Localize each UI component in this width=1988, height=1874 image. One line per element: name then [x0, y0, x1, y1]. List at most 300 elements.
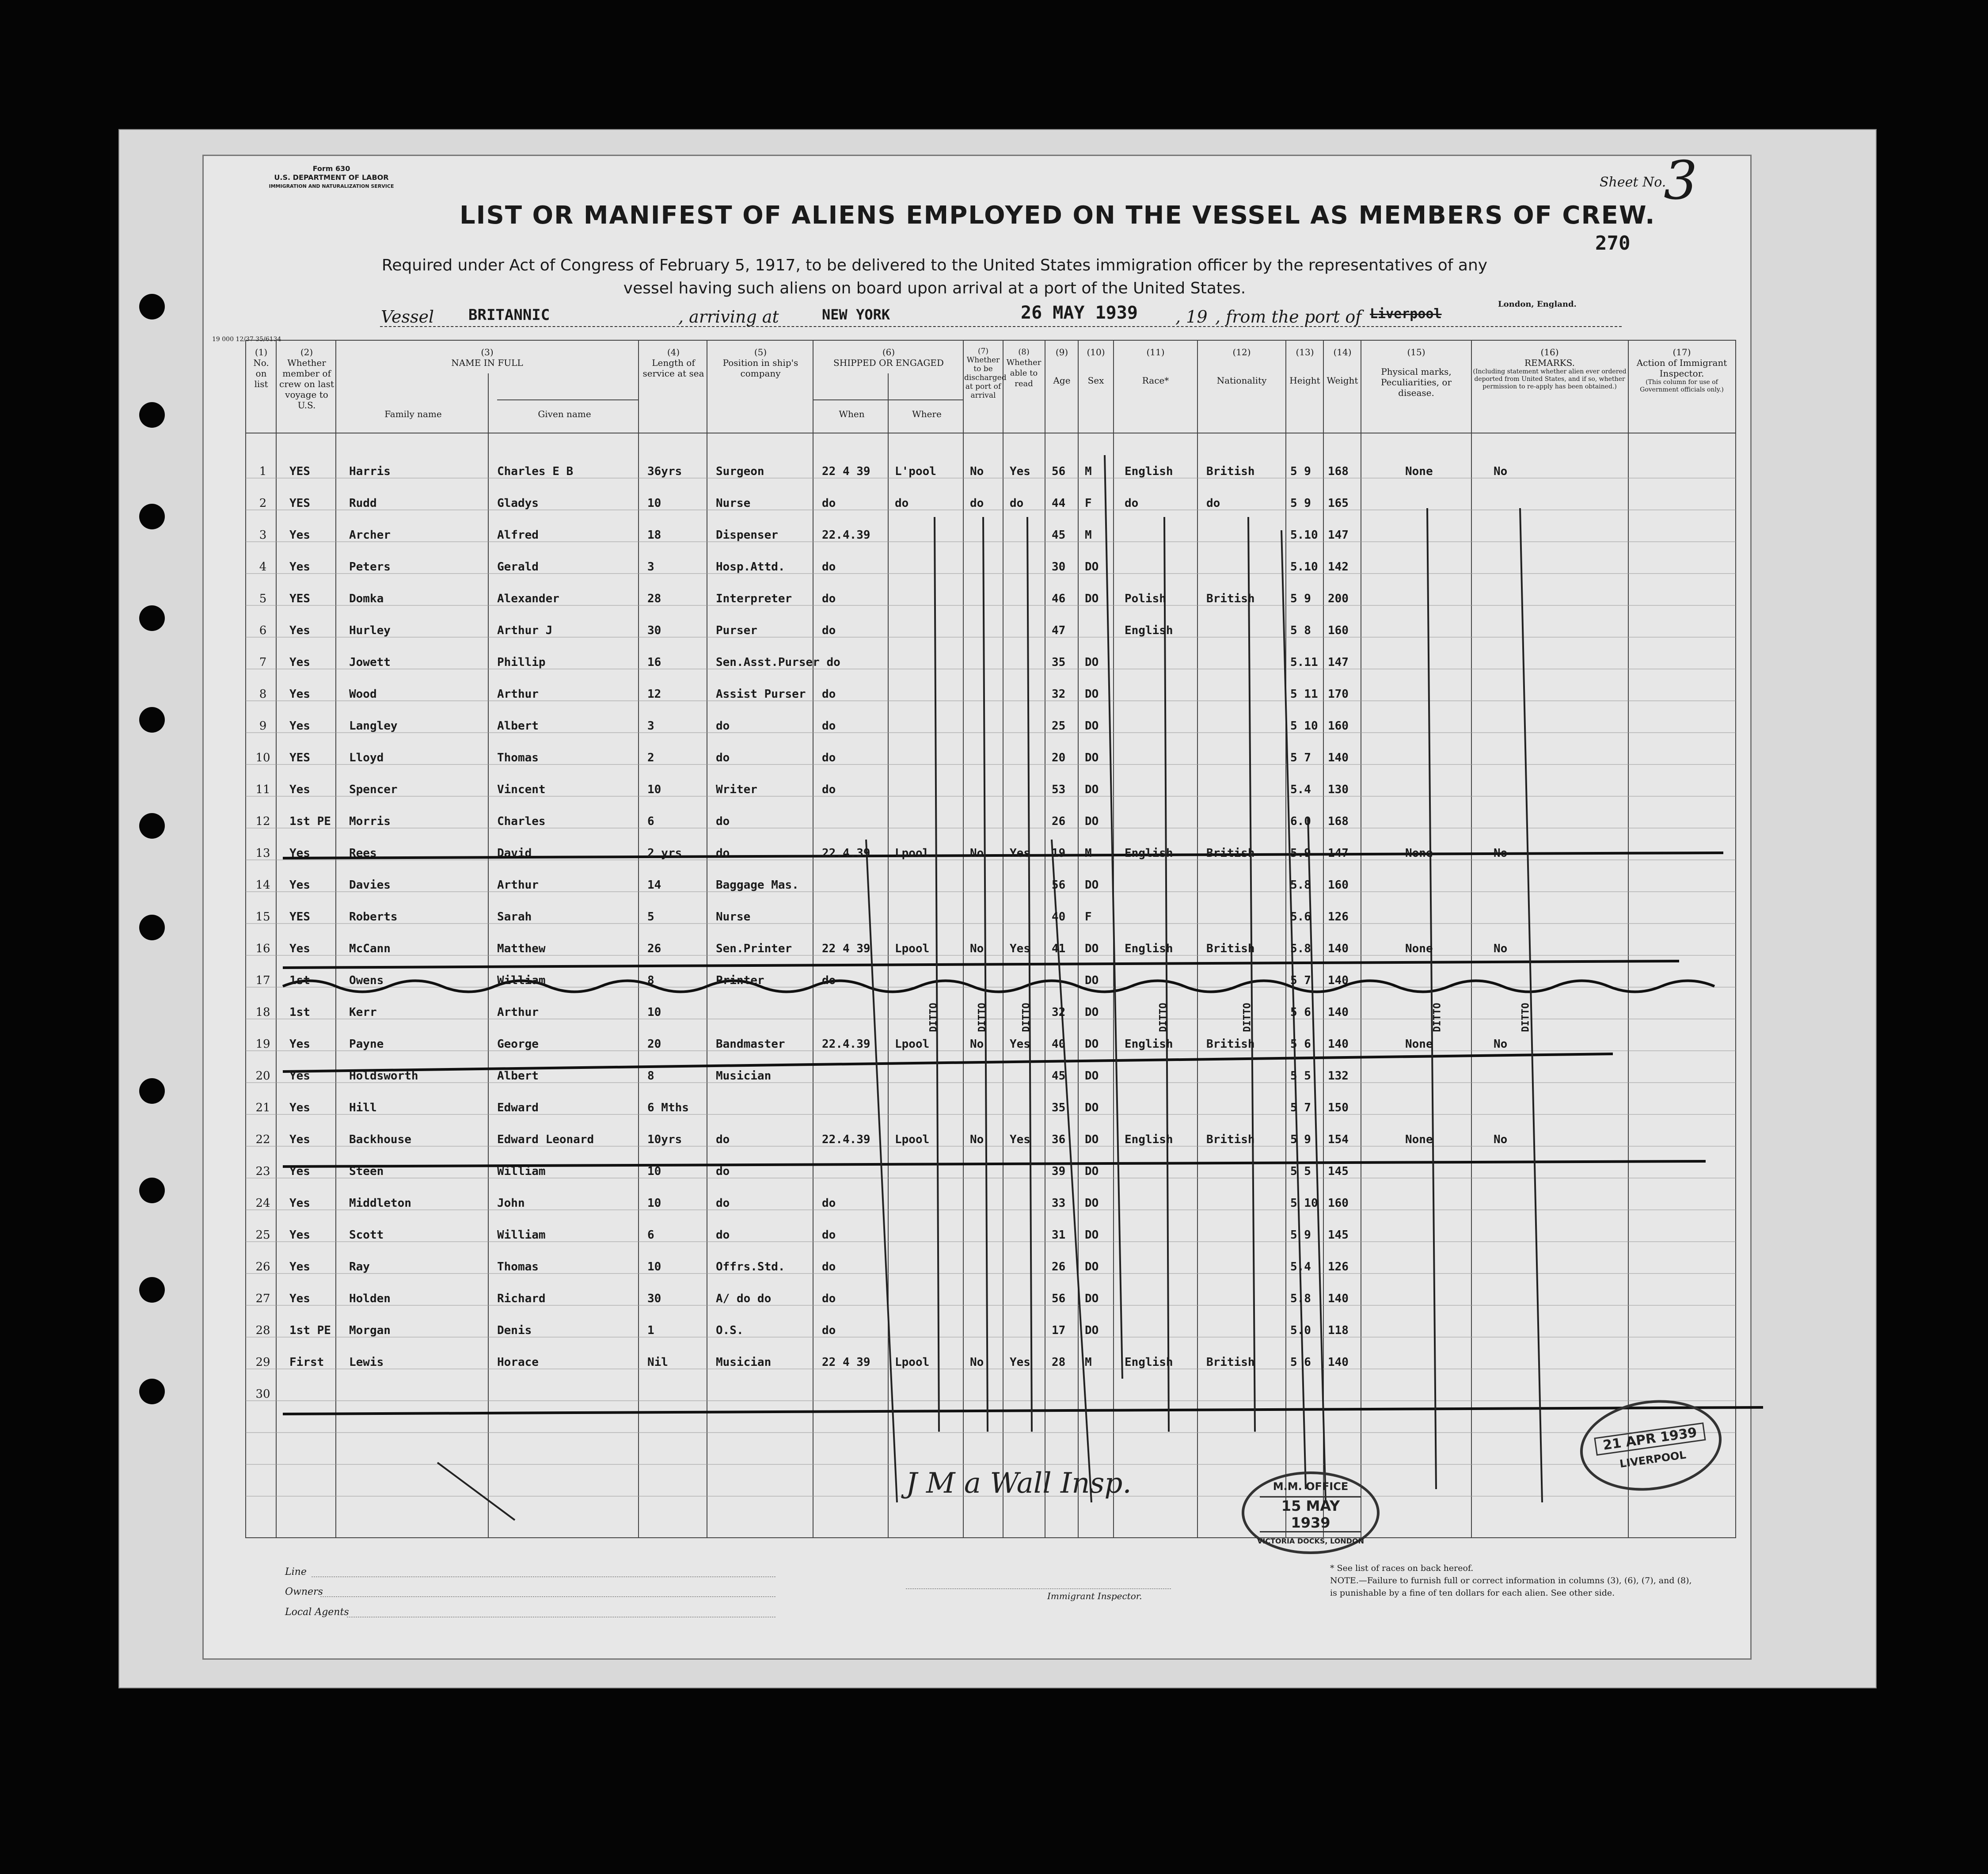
- cell-nationality: British: [1206, 1038, 1255, 1051]
- cell-race: do: [1125, 497, 1139, 510]
- cell-age: 25: [1052, 719, 1066, 733]
- cell-height: 5 7: [1290, 974, 1311, 987]
- cell-shipped-when: do: [822, 1292, 836, 1305]
- ditto-mark: DITTO: [1158, 1003, 1169, 1032]
- cell-given-name: Alexander: [497, 592, 559, 605]
- col-header-given-name: Given name: [538, 409, 591, 419]
- cell-length-of-service: 30: [647, 624, 661, 637]
- cell-shipped-when: do: [822, 624, 836, 637]
- cell-row-number: 12: [255, 815, 270, 828]
- cell-sex: DO: [1085, 592, 1099, 605]
- cell-weight: 165: [1328, 497, 1349, 510]
- cell-family-name: Middleton: [349, 1197, 411, 1210]
- cell-position: Nurse: [716, 910, 751, 924]
- owners-label: Owners: [285, 1586, 323, 1597]
- cell-discharged: do: [970, 497, 984, 510]
- cell-family-name: Davies: [349, 878, 391, 892]
- cell-length-of-service: 5: [647, 910, 654, 924]
- cell-weight: 147: [1328, 528, 1349, 542]
- cell-physical-marks: None: [1405, 1133, 1433, 1146]
- cell-age: 36: [1052, 1133, 1066, 1146]
- cell-weight: 142: [1328, 560, 1349, 574]
- form-number: Form 630: [312, 164, 350, 173]
- cell-weight: 140: [1328, 1006, 1349, 1019]
- cell-given-name: Albert: [497, 719, 539, 733]
- cell-length-of-service: 10: [647, 1006, 661, 1019]
- cell-position: Assist Purser: [716, 688, 806, 701]
- year-label: , 19: [1175, 307, 1208, 327]
- cell-shipped-when: 22.4.39: [822, 1133, 870, 1146]
- cell-family-name: Payne: [349, 1038, 384, 1051]
- cell-age: 28: [1052, 1356, 1066, 1369]
- cell-age: 30: [1052, 560, 1066, 574]
- cell-shipped-when: 22.4.39: [822, 528, 870, 542]
- cell-sex: DO: [1085, 1165, 1099, 1178]
- cell-previous-voyage: Yes: [289, 624, 310, 637]
- col-header-name: NAME IN FULL: [451, 357, 523, 368]
- cell-position: Offrs.Std.: [716, 1260, 785, 1273]
- cell-previous-voyage: Yes: [289, 1165, 310, 1178]
- cell-sex: DO: [1085, 1101, 1099, 1114]
- cell-previous-voyage: 1st: [289, 1006, 310, 1019]
- cell-weight: 140: [1328, 751, 1349, 764]
- cell-physical-marks: None: [1405, 1038, 1433, 1051]
- cell-shipped-when: do: [822, 560, 836, 574]
- cell-height: 5 7: [1290, 1101, 1311, 1114]
- ditto-mark: DITTO: [1520, 1003, 1532, 1032]
- cell-race: English: [1125, 1038, 1173, 1051]
- cell-length-of-service: 28: [647, 592, 661, 605]
- races-note: * See list of races on back hereof.: [1330, 1563, 1474, 1573]
- col-header-inspector-note: (This column for use of Government officials only.): [1640, 379, 1724, 393]
- cell-row-number: 11: [255, 783, 270, 796]
- ditto-mark: DITTO: [1021, 1003, 1032, 1032]
- cell-weight: 140: [1328, 1292, 1349, 1305]
- cell-age: 53: [1052, 783, 1066, 796]
- col-header-weight: Weight: [1327, 375, 1358, 386]
- cell-row-number: 3: [259, 528, 267, 542]
- cell-shipped-when: 22 4 39: [822, 465, 870, 478]
- cell-length-of-service: 18: [647, 528, 661, 542]
- cell-row-number: 4: [259, 560, 267, 574]
- cell-age: 56: [1052, 1292, 1066, 1305]
- cell-height: 5 9: [1290, 1228, 1311, 1242]
- cell-sex: DO: [1085, 1292, 1099, 1305]
- cell-nationality: do: [1206, 497, 1220, 510]
- cell-length-of-service: 10: [647, 1260, 661, 1273]
- cell-position: Printer: [716, 974, 764, 987]
- cell-given-name: Alfred: [497, 528, 539, 542]
- cell-previous-voyage: Yes: [289, 1292, 310, 1305]
- cell-given-name: Arthur: [497, 688, 539, 701]
- cell-shipped-when: do: [822, 1197, 836, 1210]
- cell-sex: DO: [1085, 560, 1099, 574]
- cell-previous-voyage: YES: [289, 465, 310, 478]
- cell-shipped-when: do: [822, 592, 836, 605]
- cell-position: do: [716, 1165, 730, 1178]
- cell-nationality: British: [1206, 465, 1255, 478]
- cell-row-number: 24: [255, 1197, 270, 1210]
- cell-length-of-service: 8: [647, 1069, 654, 1083]
- cell-row-number: 17: [255, 974, 270, 987]
- arrival-date: 26 MAY 1939: [1021, 303, 1138, 323]
- cell-previous-voyage: Yes: [289, 560, 310, 574]
- cell-previous-voyage: Yes: [289, 878, 310, 892]
- cell-position: Bandmaster: [716, 1038, 785, 1051]
- cell-sex: F: [1085, 497, 1092, 510]
- cell-row-number: 7: [259, 656, 267, 669]
- cell-sex: DO: [1085, 1133, 1099, 1146]
- cell-position: do: [716, 1228, 730, 1242]
- vessel-name: BRITANNIC: [468, 306, 550, 324]
- cell-previous-voyage: Yes: [289, 1101, 310, 1114]
- ditto-mark: DITTO: [1432, 1003, 1443, 1032]
- cell-sex: DO: [1085, 815, 1099, 828]
- cell-position: do: [716, 1133, 730, 1146]
- cell-previous-voyage: Yes: [289, 656, 310, 669]
- cell-remarks: No: [1494, 847, 1508, 860]
- cell-given-name: William: [497, 1228, 546, 1242]
- cell-row-number: 9: [259, 719, 267, 733]
- col-header-nationality: Nationality: [1216, 375, 1267, 386]
- col-header-no: No. on list: [253, 357, 269, 389]
- cell-previous-voyage: Yes: [289, 783, 310, 796]
- cell-physical-marks: None: [1405, 942, 1433, 955]
- cell-family-name: Peters: [349, 560, 391, 574]
- cell-age: 56: [1052, 878, 1066, 892]
- cell-sex: M: [1085, 847, 1092, 860]
- col-header-family-name: Family name: [384, 409, 442, 419]
- cell-family-name: Rudd: [349, 497, 377, 510]
- cell-given-name: Gladys: [497, 497, 539, 510]
- print-code: 19 000 12/37 35/6134: [212, 336, 281, 343]
- cell-height: 5 10: [1290, 1197, 1318, 1210]
- cell-height: 5 11: [1290, 688, 1318, 701]
- cell-previous-voyage: YES: [289, 910, 310, 924]
- cell-weight: 147: [1328, 656, 1349, 669]
- cell-height: 5 9: [1290, 1133, 1311, 1146]
- cell-weight: 126: [1328, 1260, 1349, 1273]
- cell-row-number: 16: [255, 942, 270, 955]
- cell-given-name: Albert: [497, 1069, 539, 1083]
- cell-previous-voyage: YES: [289, 592, 310, 605]
- cell-sex: M: [1085, 1356, 1092, 1369]
- cell-given-name: Phillip: [497, 656, 546, 669]
- cell-family-name: Hill: [349, 1101, 377, 1114]
- cell-able-to-read: Yes: [1010, 942, 1030, 955]
- cell-previous-voyage: Yes: [289, 1260, 310, 1273]
- cell-height: 5 6: [1290, 1038, 1311, 1051]
- cell-sex: DO: [1085, 1228, 1099, 1242]
- cell-weight: 150: [1328, 1101, 1349, 1114]
- page-code: 270: [1595, 232, 1631, 255]
- line-label: Line: [285, 1566, 307, 1578]
- ditto-mark: DITTO: [977, 1003, 988, 1032]
- cell-shipped-where: do: [895, 497, 909, 510]
- cell-given-name: Horace: [497, 1356, 539, 1369]
- cell-given-name: William: [497, 974, 546, 987]
- cell-sex: M: [1085, 465, 1092, 478]
- cell-given-name: Charles: [497, 815, 546, 828]
- cell-sex: M: [1085, 528, 1092, 542]
- cell-length-of-service: 6: [647, 1228, 654, 1242]
- cell-length-of-service: 2 yrs: [647, 847, 682, 860]
- cell-shipped-where: L'pool: [895, 465, 936, 478]
- cell-age: 45: [1052, 528, 1066, 542]
- cell-height: 5.11: [1290, 656, 1318, 669]
- cell-family-name: Lewis: [349, 1356, 384, 1369]
- cell-family-name: Hurley: [349, 624, 391, 637]
- cell-height: 5.4: [1290, 783, 1311, 796]
- page-title: LIST OR MANIFEST OF ALIENS EMPLOYED ON THE VESSEL AS MEMBERS OF CREW.: [460, 201, 1656, 230]
- cell-row-number: 28: [255, 1324, 270, 1337]
- cell-shipped-where: Lpool: [895, 1038, 930, 1051]
- cell-row-number: 18: [255, 1006, 270, 1019]
- cell-length-of-service: 10yrs: [647, 1133, 682, 1146]
- cell-shipped-where: Lpool: [895, 942, 930, 955]
- cell-sex: DO: [1085, 1038, 1099, 1051]
- cell-age: 56: [1052, 465, 1066, 478]
- cell-family-name: Owens: [349, 974, 384, 987]
- cell-family-name: Wood: [349, 688, 377, 701]
- cell-height: 5 7: [1290, 751, 1311, 764]
- cell-height: 5.8: [1290, 1292, 1311, 1305]
- col-header-inspector-action: Action of Immigrant Inspector.: [1636, 357, 1727, 379]
- sheet-number: 3: [1664, 150, 1698, 212]
- cell-nationality: British: [1206, 1356, 1255, 1369]
- cell-length-of-service: 1: [647, 1324, 654, 1337]
- cell-shipped-when: 22.4.39: [822, 1038, 870, 1051]
- cell-position: do: [716, 751, 730, 764]
- cell-family-name: Morgan: [349, 1324, 391, 1337]
- cell-family-name: Steen: [349, 1165, 384, 1178]
- stamp-office-label: M.M. OFFICE: [1273, 1480, 1349, 1493]
- cell-race: English: [1125, 847, 1173, 860]
- cell-able-to-read: Yes: [1010, 1038, 1030, 1051]
- cell-race: English: [1125, 1356, 1173, 1369]
- cell-position: A/ do do: [716, 1292, 772, 1305]
- cell-weight: 126: [1328, 910, 1349, 924]
- col-header-height: Height: [1289, 375, 1320, 386]
- cell-position: Musician: [716, 1356, 772, 1369]
- cell-age: 32: [1052, 1006, 1066, 1019]
- cell-row-number: 14: [255, 878, 270, 892]
- cell-given-name: Arthur J: [497, 624, 553, 637]
- cell-age: 46: [1052, 592, 1066, 605]
- cell-length-of-service: 2: [647, 751, 654, 764]
- cell-position: do: [716, 1197, 730, 1210]
- cell-family-name: Rees: [349, 847, 377, 860]
- col-header-able-to-read: Whether able to read: [1006, 358, 1042, 388]
- cell-previous-voyage: Yes: [289, 1133, 310, 1146]
- cell-row-number: 25: [255, 1228, 270, 1242]
- vessel-label: Vessel: [381, 307, 434, 327]
- cell-given-name: Thomas: [497, 751, 539, 764]
- cell-shipped-when: do: [822, 1260, 836, 1273]
- cell-sex: DO: [1085, 942, 1099, 955]
- cell-height: 5.4: [1290, 1260, 1311, 1273]
- sheet-label: Sheet No.: [1600, 175, 1666, 190]
- cell-age: 35: [1052, 1101, 1066, 1114]
- cell-row-number: 29: [255, 1356, 270, 1369]
- cell-able-to-read: do: [1010, 497, 1024, 510]
- cell-family-name: Backhouse: [349, 1133, 411, 1146]
- col-header-shipped-engaged: SHIPPED OR ENGAGED: [833, 357, 944, 368]
- stamp-date: 15 MAY 1939: [1260, 1496, 1361, 1532]
- col-header-where: Where: [912, 409, 942, 419]
- cell-family-name: Archer: [349, 528, 391, 542]
- cell-length-of-service: 10: [647, 783, 661, 796]
- cell-weight: 130: [1328, 783, 1349, 796]
- cell-previous-voyage: YES: [289, 751, 310, 764]
- cell-sex: DO: [1085, 1197, 1099, 1210]
- cell-shipped-when: do: [822, 497, 836, 510]
- cell-shipped-when: do: [822, 719, 836, 733]
- cell-family-name: Holdsworth: [349, 1069, 418, 1083]
- cell-discharged: No: [970, 1133, 984, 1146]
- cell-discharged: No: [970, 942, 984, 955]
- cell-position: O.S.: [716, 1324, 744, 1337]
- cell-length-of-service: 6 Mths: [647, 1101, 689, 1114]
- cell-previous-voyage: 1st: [289, 974, 310, 987]
- cell-sex: DO: [1085, 1260, 1099, 1273]
- cell-shipped-when: do: [822, 1324, 836, 1337]
- cell-given-name: Gerald: [497, 560, 539, 574]
- cell-weight: 140: [1328, 1356, 1349, 1369]
- ditto-mark: DITTO: [1242, 1003, 1253, 1032]
- cell-shipped-where: Lpool: [895, 1133, 930, 1146]
- cell-row-number: 8: [259, 688, 267, 701]
- cell-previous-voyage: Yes: [289, 719, 310, 733]
- col-header-age: Age: [1053, 375, 1071, 386]
- cell-row-number: 21: [255, 1101, 270, 1114]
- cell-sex: DO: [1085, 878, 1099, 892]
- cell-height: 5.10: [1290, 560, 1318, 574]
- cell-weight: 160: [1328, 719, 1349, 733]
- cell-length-of-service: 10: [647, 1165, 661, 1178]
- cell-row-number: 15: [255, 910, 270, 924]
- cell-length-of-service: 6: [647, 815, 654, 828]
- cell-row-number: 19: [255, 1038, 270, 1051]
- cell-given-name: Sarah: [497, 910, 532, 924]
- cell-height: 5.6: [1290, 910, 1311, 924]
- cell-weight: 140: [1328, 974, 1349, 987]
- col-header-when: When: [839, 409, 865, 419]
- cell-nationality: British: [1206, 592, 1255, 605]
- cell-previous-voyage: 1st PE: [289, 815, 331, 828]
- cell-age: 26: [1052, 815, 1066, 828]
- cell-weight: 140: [1328, 942, 1349, 955]
- cell-given-name: Edward Leonard: [497, 1133, 594, 1146]
- cell-remarks: No: [1494, 465, 1508, 478]
- cell-position: do: [716, 719, 730, 733]
- cell-height: 5.9: [1290, 847, 1311, 860]
- cell-age: 17: [1052, 1324, 1066, 1337]
- cell-position: Nurse: [716, 497, 751, 510]
- cell-previous-voyage: Yes: [289, 1228, 310, 1242]
- cell-weight: 160: [1328, 1197, 1349, 1210]
- cell-given-name: Richard: [497, 1292, 546, 1305]
- cell-discharged: No: [970, 1356, 984, 1369]
- cell-age: 20: [1052, 751, 1066, 764]
- departure-port-struck: Liverpool: [1370, 306, 1442, 322]
- ditto-mark: DITTO: [928, 1003, 939, 1032]
- cell-able-to-read: Yes: [1010, 847, 1030, 860]
- cell-given-name: Vincent: [497, 783, 546, 796]
- cell-age: 44: [1052, 497, 1066, 510]
- cell-previous-voyage: Yes: [289, 1197, 310, 1210]
- cell-row-number: 27: [255, 1292, 270, 1305]
- cell-weight: 160: [1328, 624, 1349, 637]
- cell-age: 45: [1052, 1069, 1066, 1083]
- cell-able-to-read: Yes: [1010, 465, 1030, 478]
- cell-position: Writer: [716, 783, 757, 796]
- cell-remarks: No: [1494, 1133, 1508, 1146]
- cell-height: 5 5: [1290, 1165, 1311, 1178]
- cell-weight: 140: [1328, 1038, 1349, 1051]
- cell-row-number: 30: [255, 1387, 270, 1401]
- cell-family-name: Kerr: [349, 1006, 377, 1019]
- col-header-position: Position in ship's company: [722, 357, 798, 379]
- cell-discharged: No: [970, 1038, 984, 1051]
- departure-port: London, England.: [1498, 300, 1577, 309]
- cell-age: 33: [1052, 1197, 1066, 1210]
- cell-family-name: Domka: [349, 592, 384, 605]
- cell-length-of-service: Nil: [647, 1356, 668, 1369]
- cell-sex: DO: [1085, 688, 1099, 701]
- cell-given-name: George: [497, 1038, 539, 1051]
- cell-length-of-service: 14: [647, 878, 661, 892]
- cell-length-of-service: 3: [647, 719, 654, 733]
- cell-race: English: [1125, 942, 1173, 955]
- cell-family-name: Scott: [349, 1228, 384, 1242]
- cell-physical-marks: None: [1405, 847, 1433, 860]
- col-header-race: Race*: [1142, 375, 1169, 386]
- cell-sex: DO: [1085, 656, 1099, 669]
- cell-shipped-where: Lpool: [895, 847, 930, 860]
- cell-family-name: Langley: [349, 719, 398, 733]
- cell-weight: 168: [1328, 815, 1349, 828]
- cell-row-number: 2: [259, 497, 267, 510]
- col-header-physical-marks: Physical marks, Peculiarities, or disease.: [1381, 366, 1452, 398]
- cell-age: 26: [1052, 1260, 1066, 1273]
- service-name: IMMIGRATION AND NATURALIZATION SERVICE: [269, 183, 394, 189]
- cell-age: 39: [1052, 1165, 1066, 1178]
- cell-sex: F: [1085, 910, 1092, 924]
- col-header-length-of-service: Length of service at sea: [642, 357, 704, 379]
- cell-race: English: [1125, 465, 1173, 478]
- cell-remarks: No: [1494, 1038, 1508, 1051]
- cell-given-name: Edward: [497, 1101, 539, 1114]
- cell-discharged: No: [970, 465, 984, 478]
- local-agents-label: Local Agents: [285, 1607, 349, 1618]
- cell-sex: DO: [1085, 719, 1099, 733]
- col-header-sex: Sex: [1087, 375, 1104, 386]
- cell-age: 47: [1052, 624, 1066, 637]
- cell-position: Interpreter: [716, 592, 792, 605]
- cell-given-name: David: [497, 847, 532, 860]
- cell-position: Hosp.Attd.: [716, 560, 785, 574]
- cell-length-of-service: 8: [647, 974, 654, 987]
- cell-shipped-when: 22 4 39: [822, 942, 870, 955]
- cell-height: 5 6: [1290, 1006, 1311, 1019]
- cell-length-of-service: 36yrs: [647, 465, 682, 478]
- cell-shipped-when: do: [822, 751, 836, 764]
- cell-weight: 200: [1328, 592, 1349, 605]
- cell-weight: 118: [1328, 1324, 1349, 1337]
- cell-family-name: Ray: [349, 1260, 370, 1273]
- cell-family-name: Jowett: [349, 656, 391, 669]
